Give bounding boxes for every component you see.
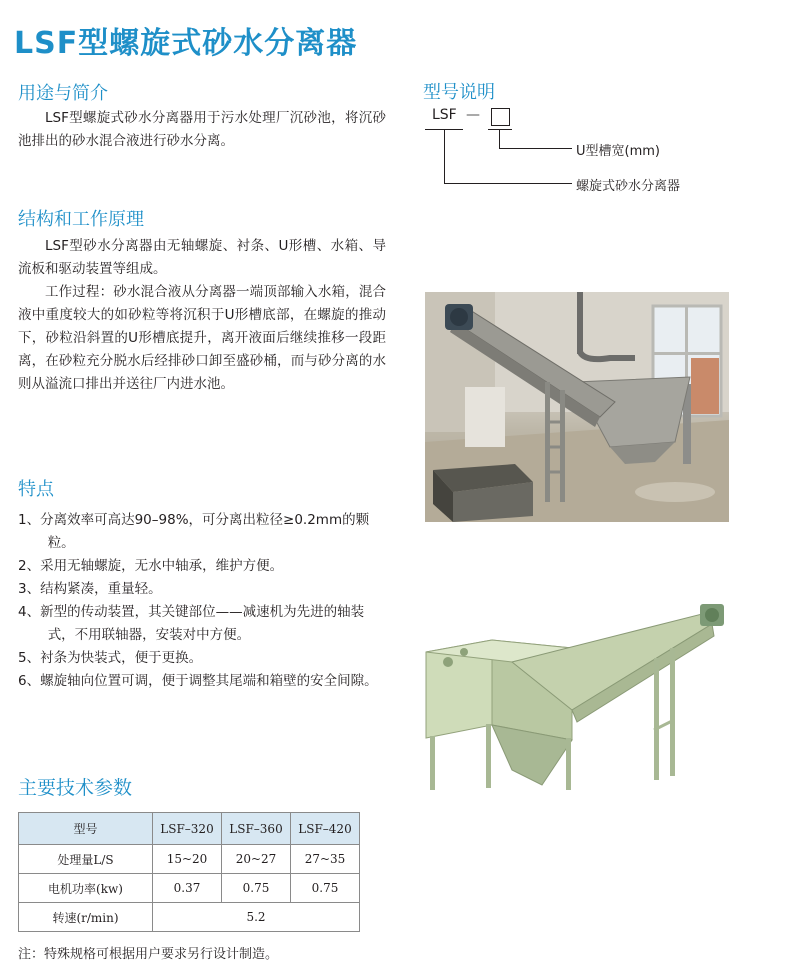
table-cell: 15~20 bbox=[153, 845, 222, 874]
table-cell: 处理量L/S bbox=[19, 845, 153, 874]
table-header-cell: 型号 bbox=[19, 813, 153, 845]
table-header-cell: LSF–420 bbox=[291, 813, 360, 845]
model-width-label: U型槽宽(mm) bbox=[576, 144, 660, 159]
page-title: LSF型螺旋式砂水分离器 bbox=[14, 26, 358, 61]
table-cell: 0.75 bbox=[222, 874, 291, 903]
table-cell: 5.2 bbox=[153, 903, 360, 932]
feature-item: 6、螺旋轴向位置可调，便于调整其尾端和箱壁的安全间隙。 bbox=[18, 673, 378, 689]
table-row bbox=[19, 845, 360, 874]
usage-text bbox=[18, 107, 386, 153]
table-header-row bbox=[19, 813, 360, 845]
model-prefix: LSF bbox=[432, 107, 457, 123]
feature-item: 5、衬条为快装式，便于更换。 bbox=[18, 650, 203, 666]
product-illustration bbox=[422, 600, 730, 795]
feature-item: 4、新型的传动装置，其关键部位——减速机为先进的轴装式，不用联轴器，安装对中方便。 bbox=[18, 604, 365, 643]
table-header-cell: LSF–320 bbox=[153, 813, 222, 845]
model-bracket-box bbox=[488, 129, 512, 130]
model-connector-lsf bbox=[444, 129, 445, 183]
feature-item: 1、分离效率可高达90–98%，可分离出粒径≥0.2mm的颗粒。 bbox=[18, 512, 370, 551]
table-cell: 电机功率(kw) bbox=[19, 874, 153, 903]
feature-item: 3、结构紧凑，重量轻。 bbox=[18, 581, 162, 597]
features-heading: 特点 bbox=[18, 479, 54, 500]
model-name-label: 螺旋式砂水分离器 bbox=[576, 179, 681, 194]
table-cell: 20~27 bbox=[222, 845, 291, 874]
table-cell: 转速(r/min) bbox=[19, 903, 153, 932]
structure-paragraph-2: 工作过程：砂水混合液从分离器一端顶部输入水箱，混合液中重度较大的如砂粒等将沉积于U形槽底部，在螺旋的推动下，砂粒沿斜置的U形槽底提升，离开液面后继续推移一段距离，在砂粒充分脱水后经排砂口卸至盛砂桶，而与砂分离的水则从溢流口排出并送往厂内进水池。 bbox=[18, 284, 386, 392]
features-list bbox=[18, 509, 390, 693]
feature-item: 2、采用无轴螺旋，无水中轴承，维护方便。 bbox=[18, 558, 284, 574]
params-table bbox=[18, 812, 360, 932]
model-heading: 型号说明 bbox=[423, 82, 495, 103]
table-row bbox=[19, 903, 360, 932]
model-leader-name bbox=[444, 183, 572, 184]
table-header-cell: LSF–360 bbox=[222, 813, 291, 845]
structure-paragraph-1: LSF型砂水分离器由无轴螺旋、衬条、U形槽、水箱、导流板和驱动装置等组成。 bbox=[18, 238, 386, 277]
structure-text bbox=[18, 235, 386, 396]
structure-heading: 结构和工作原理 bbox=[18, 209, 144, 230]
usage-heading: 用途与简介 bbox=[18, 83, 108, 104]
params-heading: 主要技术参数 bbox=[18, 777, 133, 799]
model-dash: — bbox=[466, 107, 480, 123]
model-width-box bbox=[491, 108, 510, 126]
table-cell: 0.75 bbox=[291, 874, 360, 903]
table-cell: 0.37 bbox=[153, 874, 222, 903]
usage-paragraph: LSF型螺旋式砂水分离器用于污水处理厂沉砂池，将沉砂池排出的砂水混合液进行砂水分离。 bbox=[18, 110, 386, 149]
table-row bbox=[19, 874, 360, 903]
table-cell: 27~35 bbox=[291, 845, 360, 874]
footnote: 注：特殊规格可根据用户要求另行设计制造。 bbox=[18, 947, 279, 962]
model-leader-width bbox=[499, 148, 572, 149]
product-photo bbox=[422, 600, 730, 795]
installed-separator-photo bbox=[425, 292, 729, 522]
installed-separator-illustration bbox=[425, 292, 729, 522]
model-connector-box bbox=[499, 129, 500, 148]
